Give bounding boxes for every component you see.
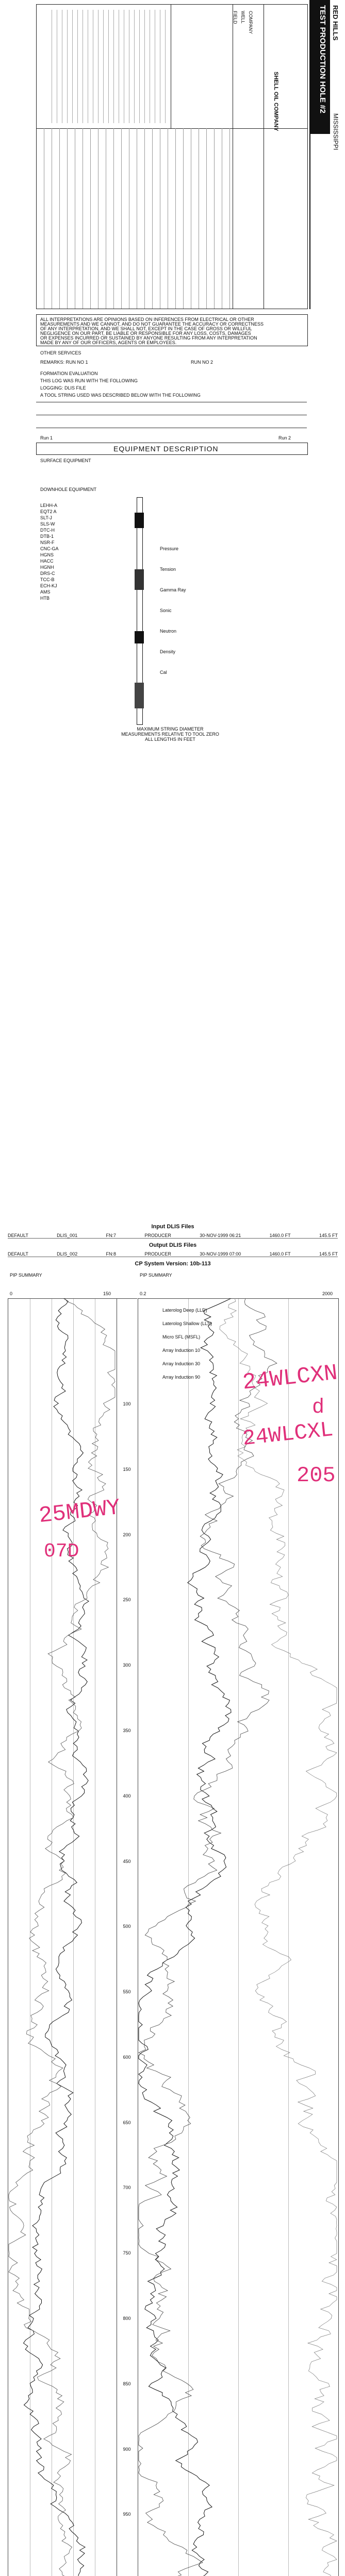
- input-dlis-row: DEFAULT DLIS_001 FN:7 PRODUCER 30-NOV-1999 06:21 1460.0 FT 145.5 FT: [8, 1233, 338, 1238]
- depth-label: 650: [123, 2120, 131, 2125]
- field-name: RED HILLS: [332, 5, 339, 41]
- log-area: [8, 1273, 338, 2576]
- log-curve: [139, 1298, 257, 2576]
- title-strip: [309, 0, 341, 309]
- depth-label: 300: [123, 1663, 131, 1668]
- remark-run1: REMARKS: RUN NO 1: [40, 360, 88, 365]
- depth-label: 200: [123, 1532, 131, 1537]
- depth-label: 450: [123, 1858, 131, 1864]
- right-track-title: PIP SUMMARY: [140, 1273, 172, 1278]
- left-track-title: PIP SUMMARY: [10, 1273, 42, 1278]
- note: THIS LOG WAS RUN WITH THE FOLLOWING: [40, 378, 138, 383]
- run-label: Run 1: [40, 435, 53, 440]
- tool-labels-left: LEHH-A EQT2 A SLT-J SLS-W DTC-H DTB-1 NSR-F CNC-GA HGNS HACC HGNH DRS-C TCC-B ECH-KJ AMS HTB: [40, 503, 59, 601]
- dlis-section: [8, 1224, 338, 1275]
- well-label: WELL: [240, 11, 245, 24]
- remark-run2: RUN NO 2: [191, 360, 213, 365]
- annotation-3: 24WLCXL: [241, 1417, 335, 1452]
- depth-label: 600: [123, 2054, 131, 2060]
- company-block: SHELL OIL COMPANY: [273, 72, 279, 131]
- company-label: COMPANY: [248, 11, 253, 34]
- scale-left-min: 0: [10, 1291, 13, 1296]
- annotation-2: d: [312, 1396, 325, 1419]
- cp-version: CP System Version: 10b-113: [135, 1261, 211, 1267]
- annotation-6: 07D: [44, 1540, 79, 1563]
- annotation-5: 25MDWY: [37, 1495, 122, 1530]
- log-curve: [24, 1298, 113, 2576]
- depth-label: 250: [123, 1597, 131, 1603]
- tool-labels-right: Pressure Tension Gamma Ray Sonic Neutron Density Cal: [160, 546, 186, 675]
- run2-label: Run 2: [278, 435, 291, 440]
- note: FORMATION EVALUATION: [40, 371, 98, 376]
- downhole-label: DOWNHOLE EQUIPMENT: [40, 487, 97, 492]
- scale-right-max: 2000: [322, 1291, 333, 1296]
- depth-label: 900: [123, 2446, 131, 2452]
- depth-label: 750: [123, 2250, 131, 2256]
- log-header: [0, 0, 345, 319]
- log-curve: [9, 1298, 115, 2576]
- disclaimer: ALL INTERPRETATIONS ARE OPINIONS BASED ON INFERENCES FROM ELECTRICAL OR OTHER MEASUREMENTS AND WE CANNOT, AND DO NOT GUARANTEE THE ACCURACY OR CORRECTNESS OF ANY INTERPRETATION, AND WE SHALL NOT, EXCEPT IN THE CASE OF GROSS OR WILLFUL NEGLIGENCE ON OUR PART, BE LIABLE OR RESPONSIBLE FOR ANY LOSS, COSTS, DAMAGES OR EXPENSES INCURRED OR SUSTAINED BY ANYONE RESULTING FROM ANY INTERPRETATION MADE BY ANY OF OUR OFFICERS, AGENTS OR EMPLOYEES.: [40, 317, 264, 345]
- equipment-section: [36, 435, 307, 744]
- depth-label: 550: [123, 1989, 131, 1995]
- depth-label: 500: [123, 1924, 131, 1929]
- equipment-title: EQUIPMENT DESCRIPTION: [113, 445, 219, 453]
- well-title: TEST PRODUCTION HOLE #2: [318, 5, 327, 114]
- curve-legend: Laterolog Deep (LLD) Laterolog Shallow (LLS) Micro SFL (MSFL) Array Induction 10 Array Induction 30 Array Induction 90: [162, 1308, 212, 1380]
- depth-label: 800: [123, 2316, 131, 2321]
- input-dlis-title: Input DLIS Files: [151, 1224, 194, 1230]
- depth-label: 400: [123, 1793, 131, 1799]
- depth-label: 950: [123, 2512, 131, 2517]
- output-dlis-row: DEFAULT DLIS_002 FN:8 PRODUCER 30-NOV-1999 07:00 1460.0 FT 145.5 FT: [8, 1251, 338, 1257]
- depth-label: 850: [123, 2381, 131, 2386]
- field-label: FIELD: [233, 11, 238, 24]
- note: LOGGING: DLIS FILE: [40, 385, 86, 391]
- annotation-4: 205: [297, 1463, 336, 1488]
- header-form: [36, 4, 308, 309]
- equipment-footer: MAXIMUM STRING DIAMETER MEASUREMENTS RELATIVE TO TOOL ZERO ALL LENGTHS IN FEET: [121, 726, 219, 742]
- remarks-section: [36, 314, 307, 433]
- county-name: MISSISSIPPI: [332, 113, 339, 150]
- log-curve: [220, 1298, 337, 2576]
- depth-label: 700: [123, 2185, 131, 2191]
- depth-label: 150: [123, 1466, 131, 1472]
- scale-right-min: 0.2: [140, 1291, 146, 1296]
- scale-left-max: 150: [103, 1291, 111, 1296]
- surface-label: SURFACE EQUIPMENT: [40, 458, 91, 463]
- depth-label: 350: [123, 1727, 131, 1733]
- note: A TOOL STRING USED WAS DESCRIBED BELOW WITH THE FOLLOWING: [40, 393, 201, 398]
- log-curve: [139, 1298, 277, 2576]
- log-curves: [8, 1298, 338, 2576]
- output-dlis-title: Output DLIS Files: [149, 1242, 197, 1248]
- other-services: OTHER SERVICES: [40, 350, 81, 355]
- annotation-1: 24WLCXN: [241, 1360, 339, 1396]
- depth-label: 100: [123, 1401, 131, 1406]
